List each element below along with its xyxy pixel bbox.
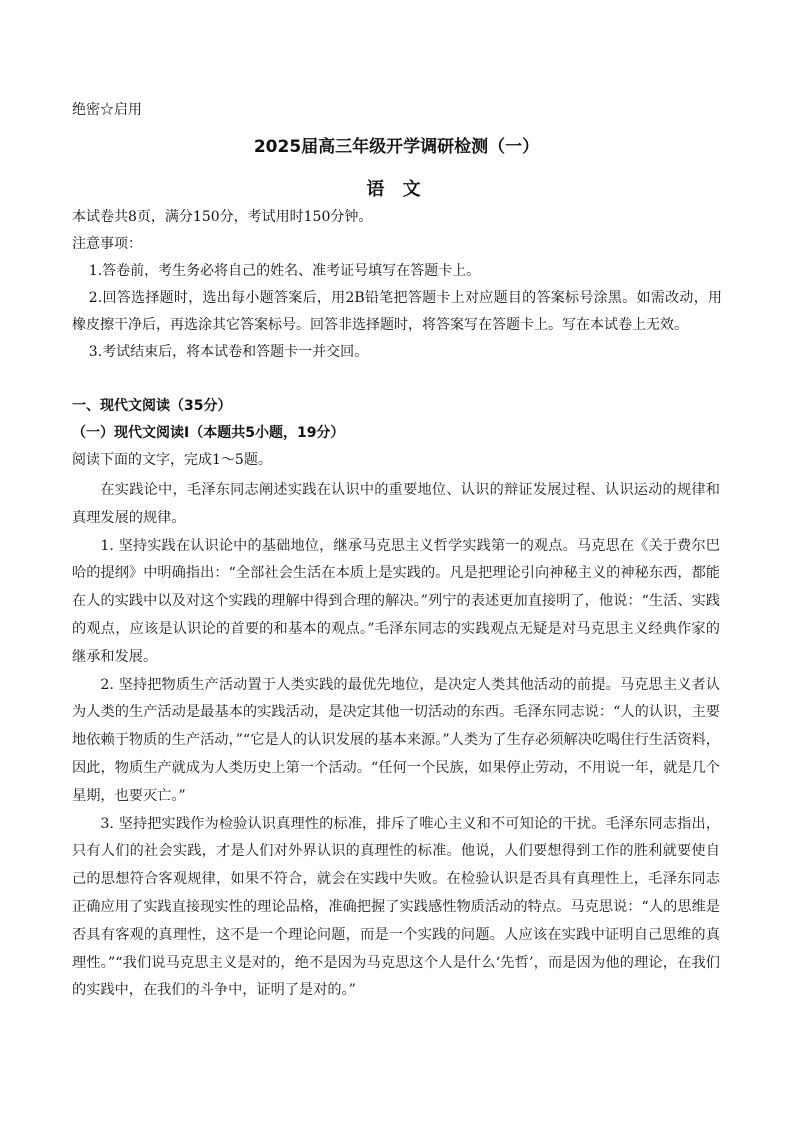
exam-info: 本试卷共8页，满分150分，考试用时150分钟。: [72, 209, 373, 225]
passage-paragraph: 2. 坚持把物质生产活动置于人类实践的最优先地位，是决定人类其他活动的前提。马克思主义者认为人类的生产活动是最基本的实践活动，是决定其他一切活动的东西。毛泽东同志说：“人的认识，主要地依赖于物质的生产活动，”“它是人的认识发展的基本来源。”人类为了生存必须解决吃喝住行生活资料，因此，物质生产就成为人类历史上第一个活动。“任何一个民族，如果停止劳动，不用说一年，就是几个星期，也要灭亡。”: [72, 676, 720, 804]
section-heading: 一、现代文阅读（35分）: [72, 398, 232, 414]
notice-item: 3.考试结束后，将本试卷和答题卡一并交回。: [88, 344, 369, 360]
passage-paragraph: 3. 坚持把实践作为检验认识真理性的标准，排斥了唯心主义和不可知论的干扰。毛泽东同志指出，只有人们的社会实践，才是人们对外界认识的真理性的标准。他说，人们要想得到工作的胜利就要使自己的思想符合客观规律，如果不符合，就会在实践中失败。在检验认识是否具有真理性上，毛泽东同志正确应用了实践直接现实性的理论品格，准确把握了实践感性物质活动的特点。马克思说：“人的思维是否具有客观的真理性，这不是一个理论问题，而是一个实践的问题。人应该在实践中证明自己思维的真理性。”“我们说马克思主义是对的，绝不是因为马克思这个人是什么‘先哲’，而是因为他的理论，在我们的实践中，在我们的斗争中，证明了是对的。”: [72, 815, 720, 999]
reading-instruction: 阅读下面的文字，完成1～5题。: [72, 452, 272, 468]
subsection-heading: （一）现代文阅读Ⅰ（本题共5小题，19分）: [72, 425, 345, 441]
subject-title: 语 文: [366, 179, 427, 200]
exam-title: 2025届高三年级开学调研检测（一）: [253, 137, 540, 157]
passage-paragraph: 在实践论中，毛泽东同志阐述实践在认识中的重要地位、认识的辩证发展过程、认识运动的规律和真理发展的规律。: [72, 482, 720, 526]
notice-title: 注意事项：: [72, 236, 142, 252]
confidential-label: 绝密☆启用: [72, 102, 142, 118]
passage-paragraph: 1. 坚持实践在认识论中的基础地位，继承马克思主义哲学实践第一的观点。马克思在《关于费尔巴哈的提纲》中明确指出：“全部社会生活在本质上是实践的。凡是把理论引向神秘主义的神秘东西，都能在人的实践中以及对这个实践的理解中得到合理的解决。”列宁的表述更加直接明了，他说：“生活、实践的观点，应该是认识论的首要的和基本的观点。”毛泽东同志的实践观点无疑是对马克思主义经典作家的继承和发展。: [72, 537, 720, 665]
notice-item: 1.答卷前，考生务必将自己的姓名、准考证号填写在答题卡上。: [88, 263, 481, 279]
notice-item: 2.回答选择题时，选出每小题答案后，用2B铅笔把答题卡上对应题目的答案标号涂黑。如需改动，用橡皮擦干净后，再选涂其它答案标号。回答非选择题时，将答案写在答题卡上。写在本试卷上无效。: [72, 290, 722, 333]
notice-list: [72, 258, 722, 366]
reading-passage: [72, 477, 720, 1005]
